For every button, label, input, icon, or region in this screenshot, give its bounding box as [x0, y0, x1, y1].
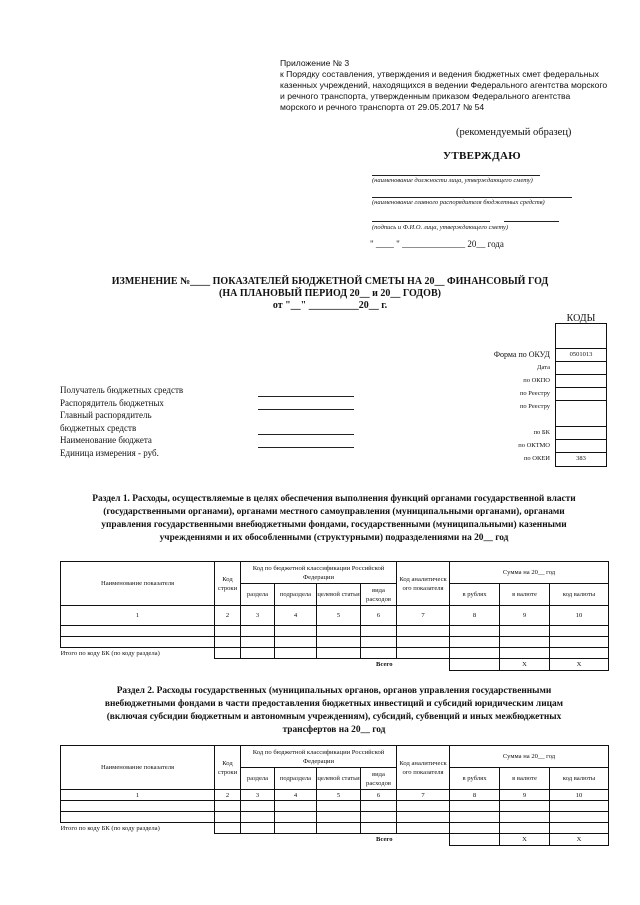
numbering-row	[61, 606, 609, 626]
header-name: Наименование показателя	[61, 746, 215, 790]
header-target: целевой статьи	[317, 584, 361, 606]
manager-field-line	[258, 409, 354, 410]
registry-label: по Реестру	[519, 403, 550, 410]
code-cell	[556, 426, 606, 427]
code-cell	[556, 374, 606, 375]
section-1-table	[60, 561, 609, 671]
header-classification: Код по бюджетной классификации Российской Федерации	[241, 562, 397, 584]
col-num: 2	[215, 606, 241, 626]
header-currency-code: код валюты	[550, 584, 609, 606]
recipient-label: Получатель бюджетных средств	[60, 385, 184, 395]
okud-value: 0501013	[556, 348, 606, 361]
document-title	[60, 276, 600, 312]
title-line-1: ИЗМЕНЕНИЕ №____ ПОКАЗАТЕЛЕЙ БЮДЖЕТНОЙ СМЕТЫ НА 20__ ФИНАНСОВЫЙ ГОД	[111, 276, 549, 287]
recipient-line	[258, 396, 354, 397]
position-hint: (наименование должности лица, утверждающего смету)	[372, 177, 533, 184]
header-sum: Сумма на 20__ год	[450, 562, 609, 584]
header-sum: Сумма на 20__ год	[450, 746, 609, 768]
code-cell	[556, 361, 606, 362]
subtotal-row	[61, 648, 609, 659]
section-1-line: управления государственными внебюджетными фондами, государственными (муниципальными) казенными	[101, 520, 567, 530]
header-currency: в валюте	[500, 768, 550, 790]
signature-line	[372, 221, 490, 222]
total-row	[61, 659, 609, 671]
header-subsection: подраздела	[275, 584, 317, 606]
budget-field-line	[258, 447, 354, 448]
section-1-title	[60, 493, 608, 545]
table-row	[61, 812, 609, 823]
registry-label: по Реестру	[519, 390, 550, 397]
total-label: Всего	[376, 661, 393, 669]
col-num: 6	[361, 790, 397, 801]
code-cell	[556, 387, 606, 388]
section-2-line: Раздел 2. Расходы государственных (муниципальных органов, органов управления государственными	[116, 686, 552, 696]
subtotal-row	[61, 823, 609, 834]
numbering-row	[61, 790, 609, 801]
chief-manager-label: Главный распорядитель	[60, 410, 152, 420]
total-label: Всего	[376, 836, 393, 844]
manager-label: Распорядитель бюджетных	[60, 397, 164, 408]
header-name: Наименование показателя	[61, 562, 215, 606]
appendix-line: и речного транспорта, утвержденным приказом Федерального агентства	[280, 91, 571, 101]
appendix-line: к Порядку составления, утверждения и ведения бюджетных смет федеральных	[280, 69, 599, 79]
header-section: раздела	[241, 584, 275, 606]
col-num: 1	[61, 790, 215, 801]
position-line	[372, 175, 540, 176]
header-analytic: Код аналитическ ого показателя	[397, 746, 450, 790]
approval-date: " ____ " ______________ 20__ года	[370, 239, 504, 249]
header-target: целевой статьи	[317, 768, 361, 790]
signature-hint: (подпись и Ф.И.О. лица, утверждающего смету)	[372, 224, 509, 231]
header-currency-code: код валюты	[550, 768, 609, 790]
okpo-label: по ОКПО	[523, 377, 550, 384]
table-row	[61, 626, 609, 637]
col-num: 5	[317, 606, 361, 626]
section-1-line: (государственными органами), органами местного самоуправления (муниципальными органами), органами	[103, 507, 565, 517]
total-row	[61, 834, 609, 846]
x-mark: X	[550, 659, 609, 671]
appendix-line: казенных учреждений, находящихся в ведении Федерального агентства морского	[280, 80, 608, 90]
x-mark: X	[500, 834, 550, 846]
appendix-line: морского и речного транспорта от 29.05.2017 № 54	[280, 102, 485, 112]
manager-line	[372, 197, 572, 198]
section-2-line: (включая субсидии бюджетным и автономным учреждениям), субсидий, субвенций и иных межбюджетных	[106, 712, 562, 722]
table-row	[61, 637, 609, 648]
code-cell	[556, 400, 606, 401]
okud-label: Форма по ОКУД	[493, 350, 550, 359]
col-num: 8	[450, 790, 500, 801]
header-subsection: подраздела	[275, 768, 317, 790]
fio-line	[504, 221, 559, 222]
bk-label: по БК	[533, 429, 550, 436]
section-1-line: учреждениями и их обособленными (структурными) подразделениями на 20__ год	[159, 533, 509, 543]
col-num: 7	[397, 790, 450, 801]
table-row	[61, 801, 609, 812]
okei-value: 383	[556, 452, 606, 465]
appendix-note	[280, 58, 608, 113]
manager-hint: (наименование главного распорядителя бюджетных средств)	[372, 199, 545, 206]
col-num: 8	[450, 606, 500, 626]
header-code: Код строки	[215, 746, 241, 790]
okei-label: по ОКЕИ	[523, 455, 550, 462]
header-currency: в валюте	[500, 584, 550, 606]
chief-field-line	[258, 434, 354, 435]
section-2-table	[60, 745, 609, 846]
col-num: 4	[275, 606, 317, 626]
section-1-line: Раздел 1. Расходы, осуществляемые в целях обеспечения выполнения функций органами государственной власти	[92, 494, 576, 504]
col-num: 3	[241, 790, 275, 801]
col-num: 10	[550, 790, 609, 801]
code-cell	[556, 439, 606, 440]
unit-label: Единица измерения - руб.	[60, 447, 159, 458]
date-code-label: Дата	[537, 364, 550, 371]
chief-manager-label-2: бюджетных средств	[60, 422, 137, 433]
header-section: раздела	[241, 768, 275, 790]
header-code: Код строки	[215, 562, 241, 606]
col-num: 5	[317, 790, 361, 801]
approve-heading: УТВЕРЖДАЮ	[443, 150, 521, 162]
col-num: 3	[241, 606, 275, 626]
col-num: 6	[361, 606, 397, 626]
col-num: 7	[397, 606, 450, 626]
col-num: 10	[550, 606, 609, 626]
title-line-2: (НА ПЛАНОВЫЙ ПЕРИОД 20__ и 20__ ГОДОВ)	[219, 288, 441, 299]
requisites-labels	[60, 384, 183, 459]
x-mark: X	[500, 659, 550, 671]
sample-note: (рекомендуемый образец)	[456, 127, 572, 138]
section-2-line: внебюджетными фондами в части предоставления бюджетных инвестиций и субсидий юридическим лицам	[104, 699, 564, 709]
x-mark: X	[550, 834, 609, 846]
budget-name-label: Наименование бюджета	[60, 435, 152, 445]
codes-header: КОДЫ	[566, 313, 596, 324]
col-num: 1	[61, 606, 215, 626]
header-type: вида расходов	[361, 584, 397, 606]
col-num: 4	[275, 790, 317, 801]
header-analytic: Код аналитическ ого показателя	[397, 562, 450, 606]
col-num: 9	[500, 606, 550, 626]
oktmo-label: по ОКТМО	[518, 442, 550, 449]
section-2-line: трансфертов на 20__ год	[282, 725, 386, 735]
title-line-3: от "__" __________20__ г.	[272, 300, 388, 311]
col-num: 9	[500, 790, 550, 801]
col-num: 2	[215, 790, 241, 801]
section-2-title	[60, 685, 608, 737]
codes-box	[555, 323, 607, 467]
subtotal-label: Итого по коду БК (по коду раздела)	[61, 648, 215, 659]
header-rub: в рублях	[450, 768, 500, 790]
appendix-title: Приложение № 3	[280, 58, 350, 68]
header-type: вида расходов	[361, 768, 397, 790]
subtotal-label: Итого по коду БК (по коду раздела)	[61, 823, 215, 834]
header-classification: Код по бюджетной классификации Российской Федерации	[241, 746, 397, 768]
header-rub: в рублях	[450, 584, 500, 606]
